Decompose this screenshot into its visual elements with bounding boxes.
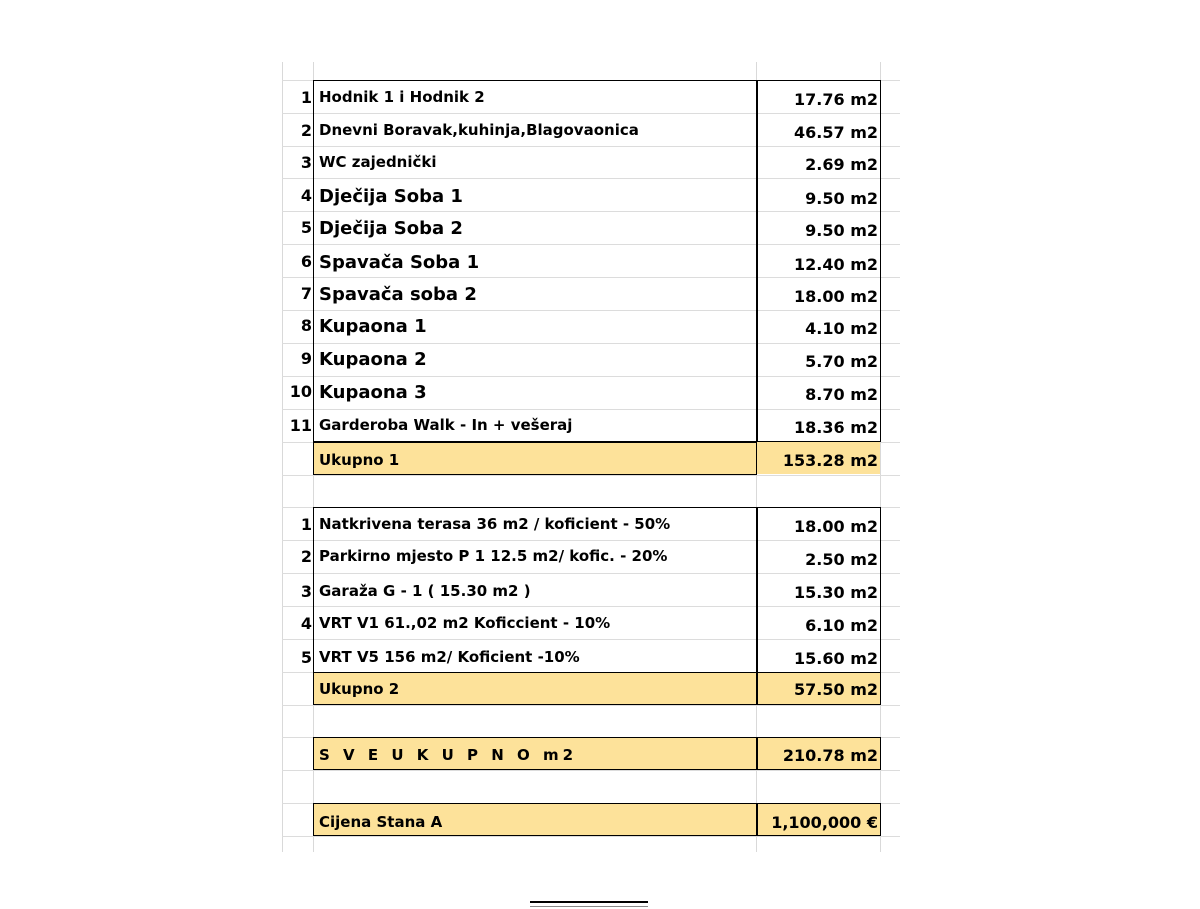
grand-total-divider [756, 737, 758, 770]
row-number: 1 [300, 88, 312, 107]
row-label: Natkrivena terasa 36 m2 / koficient - 50% [319, 515, 671, 533]
row-number: 11 [289, 416, 312, 435]
row-label: Spavača soba 2 [319, 284, 477, 305]
row-label: VRT V5 156 m2/ Koficient -10% [319, 648, 580, 666]
row-label: WC zajednički [319, 153, 437, 171]
grand-total-label: S V E U K U P N O m2 [319, 746, 578, 764]
row-label: VRT V1 61.,02 m2 Koficcient - 10% [319, 614, 611, 632]
row-number: 5 [300, 218, 312, 237]
row-number: 3 [300, 153, 312, 172]
row-number: 7 [300, 284, 312, 303]
row-label: Kupaona 3 [319, 382, 427, 403]
row-label: Garaža G - 1 ( 15.30 m2 ) [319, 582, 531, 600]
row-number: 6 [300, 252, 312, 271]
price-divider [756, 803, 758, 836]
row-value: 12.40 m2 [794, 255, 878, 274]
row-number: 2 [300, 547, 312, 566]
row-number: 8 [300, 316, 312, 335]
row-value: 18.00 m2 [794, 287, 878, 306]
grid-line [282, 770, 900, 771]
row-label: Hodnik 1 i Hodnik 2 [319, 88, 485, 106]
row-value: 15.30 m2 [794, 583, 878, 602]
row-value: 9.50 m2 [805, 189, 878, 208]
row-value: 46.57 m2 [794, 123, 878, 142]
section2-total-divider [756, 672, 758, 705]
grid-line [282, 475, 900, 476]
row-value: 6.10 m2 [805, 616, 878, 635]
row-label: Garderoba Walk - In + vešeraj [319, 416, 573, 434]
row-number: 2 [300, 121, 312, 140]
section2-total-value: 57.50 m2 [794, 680, 878, 699]
row-value: 4.10 m2 [805, 319, 878, 338]
row-value: 18.00 m2 [794, 517, 878, 536]
row-label: Kupaona 2 [319, 349, 427, 370]
row-number: 9 [300, 349, 312, 368]
row-value: 18.36 m2 [794, 418, 878, 437]
bottom-divider [530, 901, 648, 903]
row-value: 15.60 m2 [794, 649, 878, 668]
row-value: 8.70 m2 [805, 385, 878, 404]
row-number: 10 [289, 382, 312, 401]
row-number: 5 [300, 648, 312, 667]
row-number: 1 [300, 515, 312, 534]
row-label: Spavača Soba 1 [319, 252, 480, 273]
row-value: 9.50 m2 [805, 221, 878, 240]
row-value: 2.50 m2 [805, 550, 878, 569]
grid-line [282, 62, 283, 852]
row-value: 5.70 m2 [805, 352, 878, 371]
row-label: Dječija Soba 2 [319, 218, 463, 239]
grid-line [282, 705, 900, 706]
row-number: 4 [300, 614, 312, 633]
price-label: Cijena Stana A [319, 813, 443, 831]
section1-total-label: Ukupno 1 [319, 451, 400, 469]
row-value: 17.76 m2 [794, 90, 878, 109]
bottom-divider-shadow [530, 906, 648, 907]
price-value: 1,100,000 € [771, 813, 878, 832]
section2-column-divider [756, 507, 758, 673]
section2-total-label: Ukupno 2 [319, 680, 400, 698]
row-label: Dječija Soba 1 [319, 186, 463, 207]
row-label: Dnevni Boravak,kuhinja,Blagovaonica [319, 121, 639, 139]
section1-total-value: 153.28 m2 [782, 451, 878, 470]
row-value: 2.69 m2 [805, 155, 878, 174]
grand-total-value: 210.78 m2 [782, 746, 878, 765]
row-label: Parkirno mjesto P 1 12.5 m2/ kofic. - 20% [319, 547, 668, 565]
section1-column-divider [756, 80, 758, 442]
row-number: 3 [300, 582, 312, 601]
row-number: 4 [300, 186, 312, 205]
row-label: Kupaona 1 [319, 316, 427, 337]
grid-line [282, 836, 900, 837]
